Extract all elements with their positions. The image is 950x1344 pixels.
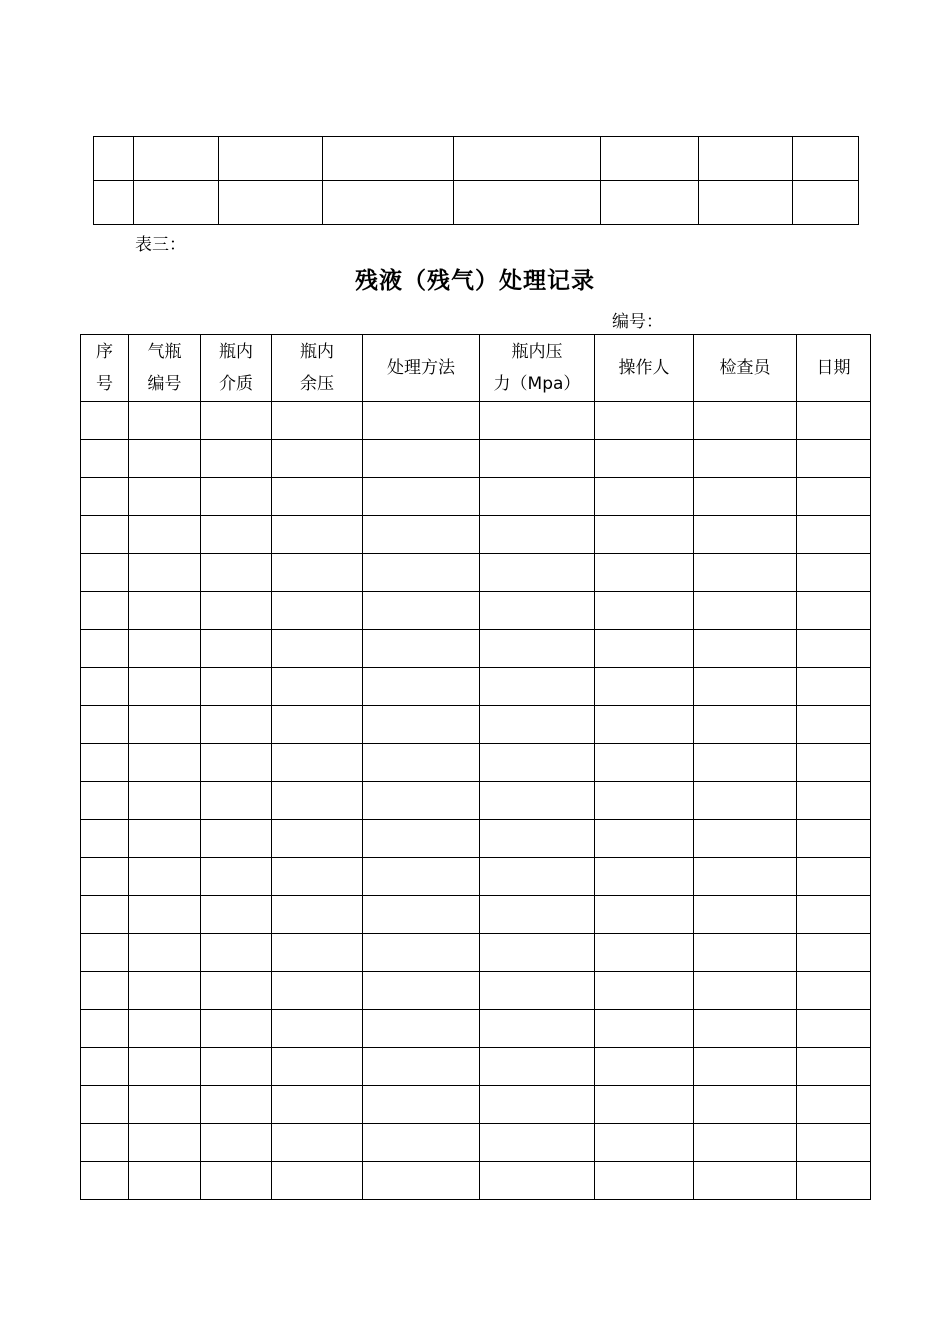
table-cell[interactable] (363, 630, 480, 668)
table-cell[interactable] (797, 934, 871, 972)
table-cell[interactable] (272, 1162, 363, 1200)
table-cell (94, 137, 134, 181)
table-cell[interactable] (363, 516, 480, 554)
table-cell[interactable] (363, 402, 480, 440)
table-cell[interactable] (201, 706, 272, 744)
table-cell[interactable] (363, 1086, 480, 1124)
table-cell[interactable] (201, 1162, 272, 1200)
table-cell[interactable] (272, 440, 363, 478)
column-header (694, 335, 797, 402)
column-header-line: 检查员 (719, 358, 771, 378)
table-cell[interactable] (694, 1086, 797, 1124)
table-cell[interactable] (595, 668, 694, 706)
table-cell[interactable] (129, 554, 201, 592)
table-row (81, 934, 871, 972)
table-cell[interactable] (480, 1086, 595, 1124)
table-cell[interactable] (363, 782, 480, 820)
table-row (81, 668, 871, 706)
table-cell[interactable] (272, 1010, 363, 1048)
table-cell[interactable] (81, 630, 129, 668)
table-cell[interactable] (201, 516, 272, 554)
table-row (81, 478, 871, 516)
table-cell[interactable] (363, 706, 480, 744)
table-cell[interactable] (363, 554, 480, 592)
table-cell[interactable] (129, 782, 201, 820)
table-cell[interactable] (201, 896, 272, 934)
table-cell[interactable] (797, 478, 871, 516)
table-row (81, 858, 871, 896)
table-cell[interactable] (595, 782, 694, 820)
table-cell[interactable] (201, 668, 272, 706)
table-cell[interactable] (480, 402, 595, 440)
table-cell[interactable] (129, 1162, 201, 1200)
table-cell[interactable] (797, 592, 871, 630)
table-cell[interactable] (797, 972, 871, 1010)
column-header-line: 编号 (147, 374, 182, 394)
column-header-line: 操作人 (618, 358, 670, 378)
table-cell[interactable] (480, 1010, 595, 1048)
table-cell[interactable] (363, 896, 480, 934)
column-header-line: 瓶内 (219, 342, 253, 362)
table-cell[interactable] (272, 744, 363, 782)
table-cell[interactable] (81, 592, 129, 630)
table-cell[interactable] (363, 478, 480, 516)
table-cell[interactable] (694, 630, 797, 668)
table-cell[interactable] (694, 1010, 797, 1048)
table-cell[interactable] (272, 1086, 363, 1124)
table-cell[interactable] (201, 592, 272, 630)
table-cell[interactable] (797, 554, 871, 592)
number-label: 编号： (612, 312, 663, 332)
table-cell[interactable] (129, 1048, 201, 1086)
table-cell[interactable] (694, 440, 797, 478)
table-cell[interactable] (81, 1086, 129, 1124)
table-cell[interactable] (797, 402, 871, 440)
table-cell[interactable] (595, 858, 694, 896)
table-cell[interactable] (272, 782, 363, 820)
column-header-line: 处理方法 (387, 358, 455, 378)
table-cell[interactable] (595, 1162, 694, 1200)
table-cell[interactable] (797, 744, 871, 782)
table-cell (219, 181, 323, 225)
table-cell[interactable] (201, 1048, 272, 1086)
table-row (81, 592, 871, 630)
table-cell[interactable] (272, 630, 363, 668)
table-cell (454, 137, 601, 181)
table-cell[interactable] (129, 478, 201, 516)
table-cell[interactable] (129, 440, 201, 478)
table-cell (793, 137, 859, 181)
table-row (81, 1086, 871, 1124)
table-cell[interactable] (480, 630, 595, 668)
table-cell[interactable] (694, 402, 797, 440)
table-cell[interactable] (797, 630, 871, 668)
table-cell[interactable] (363, 592, 480, 630)
table-cell[interactable] (595, 896, 694, 934)
table-cell[interactable] (272, 478, 363, 516)
table-cell[interactable] (363, 934, 480, 972)
table-cell[interactable] (272, 820, 363, 858)
table-row (81, 972, 871, 1010)
table-cell[interactable] (797, 1010, 871, 1048)
table-cell[interactable] (272, 934, 363, 972)
table-cell[interactable] (480, 820, 595, 858)
table-row (81, 1162, 871, 1200)
table-cell[interactable] (81, 478, 129, 516)
table-cell[interactable] (363, 820, 480, 858)
table-cell[interactable] (81, 440, 129, 478)
table-cell[interactable] (694, 782, 797, 820)
table-cell[interactable] (363, 744, 480, 782)
table-cell[interactable] (201, 402, 272, 440)
table-cell[interactable] (797, 1086, 871, 1124)
table-cell[interactable] (129, 744, 201, 782)
table-cell[interactable] (480, 1162, 595, 1200)
table-cell[interactable] (595, 440, 694, 478)
table-cell[interactable] (81, 896, 129, 934)
table-cell[interactable] (694, 1124, 797, 1162)
table-row (81, 1048, 871, 1086)
table-cell[interactable] (129, 630, 201, 668)
table-cell[interactable] (694, 858, 797, 896)
table-cell[interactable] (797, 896, 871, 934)
table-cell[interactable] (694, 972, 797, 1010)
table-cell[interactable] (129, 516, 201, 554)
table-cell[interactable] (363, 1124, 480, 1162)
previous-table-continuation (93, 136, 859, 225)
column-header-line: 气瓶 (147, 342, 182, 362)
table-cell[interactable] (129, 1124, 201, 1162)
column-header (201, 335, 272, 402)
table-row (81, 402, 871, 440)
table-cell[interactable] (201, 1124, 272, 1162)
table-cell[interactable] (694, 934, 797, 972)
table-cell (454, 181, 601, 225)
table-cell[interactable] (480, 896, 595, 934)
table-cell[interactable] (129, 1010, 201, 1048)
table-cell[interactable] (480, 554, 595, 592)
table-cell[interactable] (480, 782, 595, 820)
table-cell[interactable] (81, 1124, 129, 1162)
table-cell[interactable] (81, 820, 129, 858)
table-cell[interactable] (595, 1086, 694, 1124)
table-cell[interactable] (797, 1162, 871, 1200)
table-cell[interactable] (797, 820, 871, 858)
table-cell[interactable] (595, 478, 694, 516)
table-cell[interactable] (81, 402, 129, 440)
table-cell[interactable] (480, 440, 595, 478)
table-cell[interactable] (201, 820, 272, 858)
column-header (272, 335, 363, 402)
table-cell[interactable] (480, 1048, 595, 1086)
table-cell (601, 137, 699, 181)
table-cell[interactable] (129, 858, 201, 896)
table-header-row (81, 335, 871, 402)
table-row (81, 896, 871, 934)
page-title: 残液（残气）处理记录 (355, 268, 595, 294)
table-cell[interactable] (480, 744, 595, 782)
table-cell[interactable] (480, 516, 595, 554)
table-cell[interactable] (694, 744, 797, 782)
table-cell[interactable] (81, 1162, 129, 1200)
table-cell[interactable] (201, 858, 272, 896)
table-cell[interactable] (272, 668, 363, 706)
table-cell[interactable] (129, 1086, 201, 1124)
table-cell[interactable] (694, 554, 797, 592)
table-cell[interactable] (272, 896, 363, 934)
table-cell[interactable] (595, 744, 694, 782)
table-cell[interactable] (201, 478, 272, 516)
table-cell[interactable] (694, 1048, 797, 1086)
table-cell[interactable] (129, 896, 201, 934)
table-cell[interactable] (363, 858, 480, 896)
table-cell[interactable] (81, 858, 129, 896)
table-cell (134, 181, 219, 225)
table-cell[interactable] (797, 1048, 871, 1086)
table-cell[interactable] (595, 972, 694, 1010)
table-cell (94, 181, 134, 225)
table-cell[interactable] (694, 668, 797, 706)
table-cell[interactable] (480, 858, 595, 896)
table-cell[interactable] (81, 1048, 129, 1086)
table-cell[interactable] (81, 554, 129, 592)
column-header-line: 力（Mpa） (493, 374, 581, 394)
table-cell[interactable] (797, 1124, 871, 1162)
column-header-line: 瓶内 (300, 342, 334, 362)
table-cell[interactable] (363, 1048, 480, 1086)
table-row (81, 782, 871, 820)
table-cell[interactable] (595, 554, 694, 592)
table-cell[interactable] (797, 440, 871, 478)
table-cell (699, 137, 793, 181)
table-cell[interactable] (797, 706, 871, 744)
table-cell (601, 181, 699, 225)
table-cell[interactable] (595, 820, 694, 858)
table-cell[interactable] (694, 592, 797, 630)
table-cell[interactable] (480, 668, 595, 706)
table-cell[interactable] (272, 592, 363, 630)
table-cell[interactable] (201, 1010, 272, 1048)
table-row (94, 181, 859, 225)
table-cell[interactable] (480, 972, 595, 1010)
table-cell[interactable] (797, 858, 871, 896)
table-cell[interactable] (595, 1010, 694, 1048)
table-cell[interactable] (595, 402, 694, 440)
table-row (81, 706, 871, 744)
table-cell[interactable] (129, 668, 201, 706)
column-header (81, 335, 129, 402)
table-cell[interactable] (595, 1048, 694, 1086)
table-cell[interactable] (363, 1162, 480, 1200)
table-cell (323, 181, 454, 225)
table-cell[interactable] (595, 592, 694, 630)
table-cell[interactable] (480, 934, 595, 972)
table-cell[interactable] (480, 1124, 595, 1162)
table-cell[interactable] (363, 440, 480, 478)
table-cell[interactable] (797, 668, 871, 706)
table-cell[interactable] (81, 668, 129, 706)
column-header (129, 335, 201, 402)
table-row (81, 630, 871, 668)
table-cell[interactable] (129, 706, 201, 744)
table-row (81, 1124, 871, 1162)
column-header (480, 335, 595, 402)
table-cell[interactable] (694, 1162, 797, 1200)
column-header (363, 335, 480, 402)
table-cell[interactable] (201, 972, 272, 1010)
table-cell[interactable] (595, 706, 694, 744)
table-cell[interactable] (363, 668, 480, 706)
column-header-line: 序 (96, 342, 113, 362)
table-cell[interactable] (201, 744, 272, 782)
table-row (81, 554, 871, 592)
table-cell[interactable] (201, 782, 272, 820)
table-cell[interactable] (363, 972, 480, 1010)
column-header (595, 335, 694, 402)
table-cell[interactable] (272, 1048, 363, 1086)
table-cell[interactable] (272, 402, 363, 440)
table-cell[interactable] (129, 934, 201, 972)
table-cell[interactable] (480, 478, 595, 516)
table-cell[interactable] (272, 858, 363, 896)
table-cell[interactable] (480, 706, 595, 744)
table-cell (793, 181, 859, 225)
table-cell[interactable] (363, 1010, 480, 1048)
table-cell[interactable] (595, 630, 694, 668)
table-cell[interactable] (272, 554, 363, 592)
column-header-line: 余压 (300, 374, 334, 394)
table-cell[interactable] (201, 440, 272, 478)
table-cell[interactable] (81, 934, 129, 972)
table-cell[interactable] (129, 820, 201, 858)
table-cell[interactable] (272, 1124, 363, 1162)
table-cell[interactable] (272, 706, 363, 744)
column-header (797, 335, 871, 402)
table-cell[interactable] (201, 934, 272, 972)
table-cell[interactable] (129, 592, 201, 630)
table-cell[interactable] (81, 1010, 129, 1048)
table-cell[interactable] (201, 554, 272, 592)
table-cell[interactable] (595, 516, 694, 554)
table-cell[interactable] (201, 1086, 272, 1124)
table-cell[interactable] (129, 402, 201, 440)
table-cell[interactable] (694, 478, 797, 516)
table-cell[interactable] (694, 706, 797, 744)
table-cell[interactable] (272, 516, 363, 554)
table-cell[interactable] (81, 744, 129, 782)
table-cell[interactable] (81, 706, 129, 744)
table-cell (699, 181, 793, 225)
column-header-line: 号 (96, 374, 113, 394)
table-cell[interactable] (129, 972, 201, 1010)
table-row (81, 440, 871, 478)
table-cell[interactable] (81, 972, 129, 1010)
residual-treatment-record-table (80, 334, 871, 1200)
table-cell[interactable] (201, 630, 272, 668)
table-cell[interactable] (81, 782, 129, 820)
table-row (81, 820, 871, 858)
column-header-line: 瓶内压 (511, 342, 563, 362)
table-cell[interactable] (694, 820, 797, 858)
table-cell (219, 137, 323, 181)
table-cell[interactable] (694, 516, 797, 554)
table-cell (323, 137, 454, 181)
table-cell[interactable] (595, 1124, 694, 1162)
table-label: 表三： (135, 235, 186, 255)
column-header-line: 日期 (816, 358, 851, 378)
table-row (81, 744, 871, 782)
table-cell[interactable] (694, 896, 797, 934)
table-cell (134, 137, 219, 181)
table-cell[interactable] (797, 516, 871, 554)
table-cell[interactable] (480, 592, 595, 630)
table-cell[interactable] (595, 934, 694, 972)
column-header-line: 介质 (219, 374, 253, 394)
table-cell[interactable] (797, 782, 871, 820)
table-cell[interactable] (81, 516, 129, 554)
table-row (94, 137, 859, 181)
table-row (81, 1010, 871, 1048)
table-cell[interactable] (272, 972, 363, 1010)
table-row (81, 516, 871, 554)
